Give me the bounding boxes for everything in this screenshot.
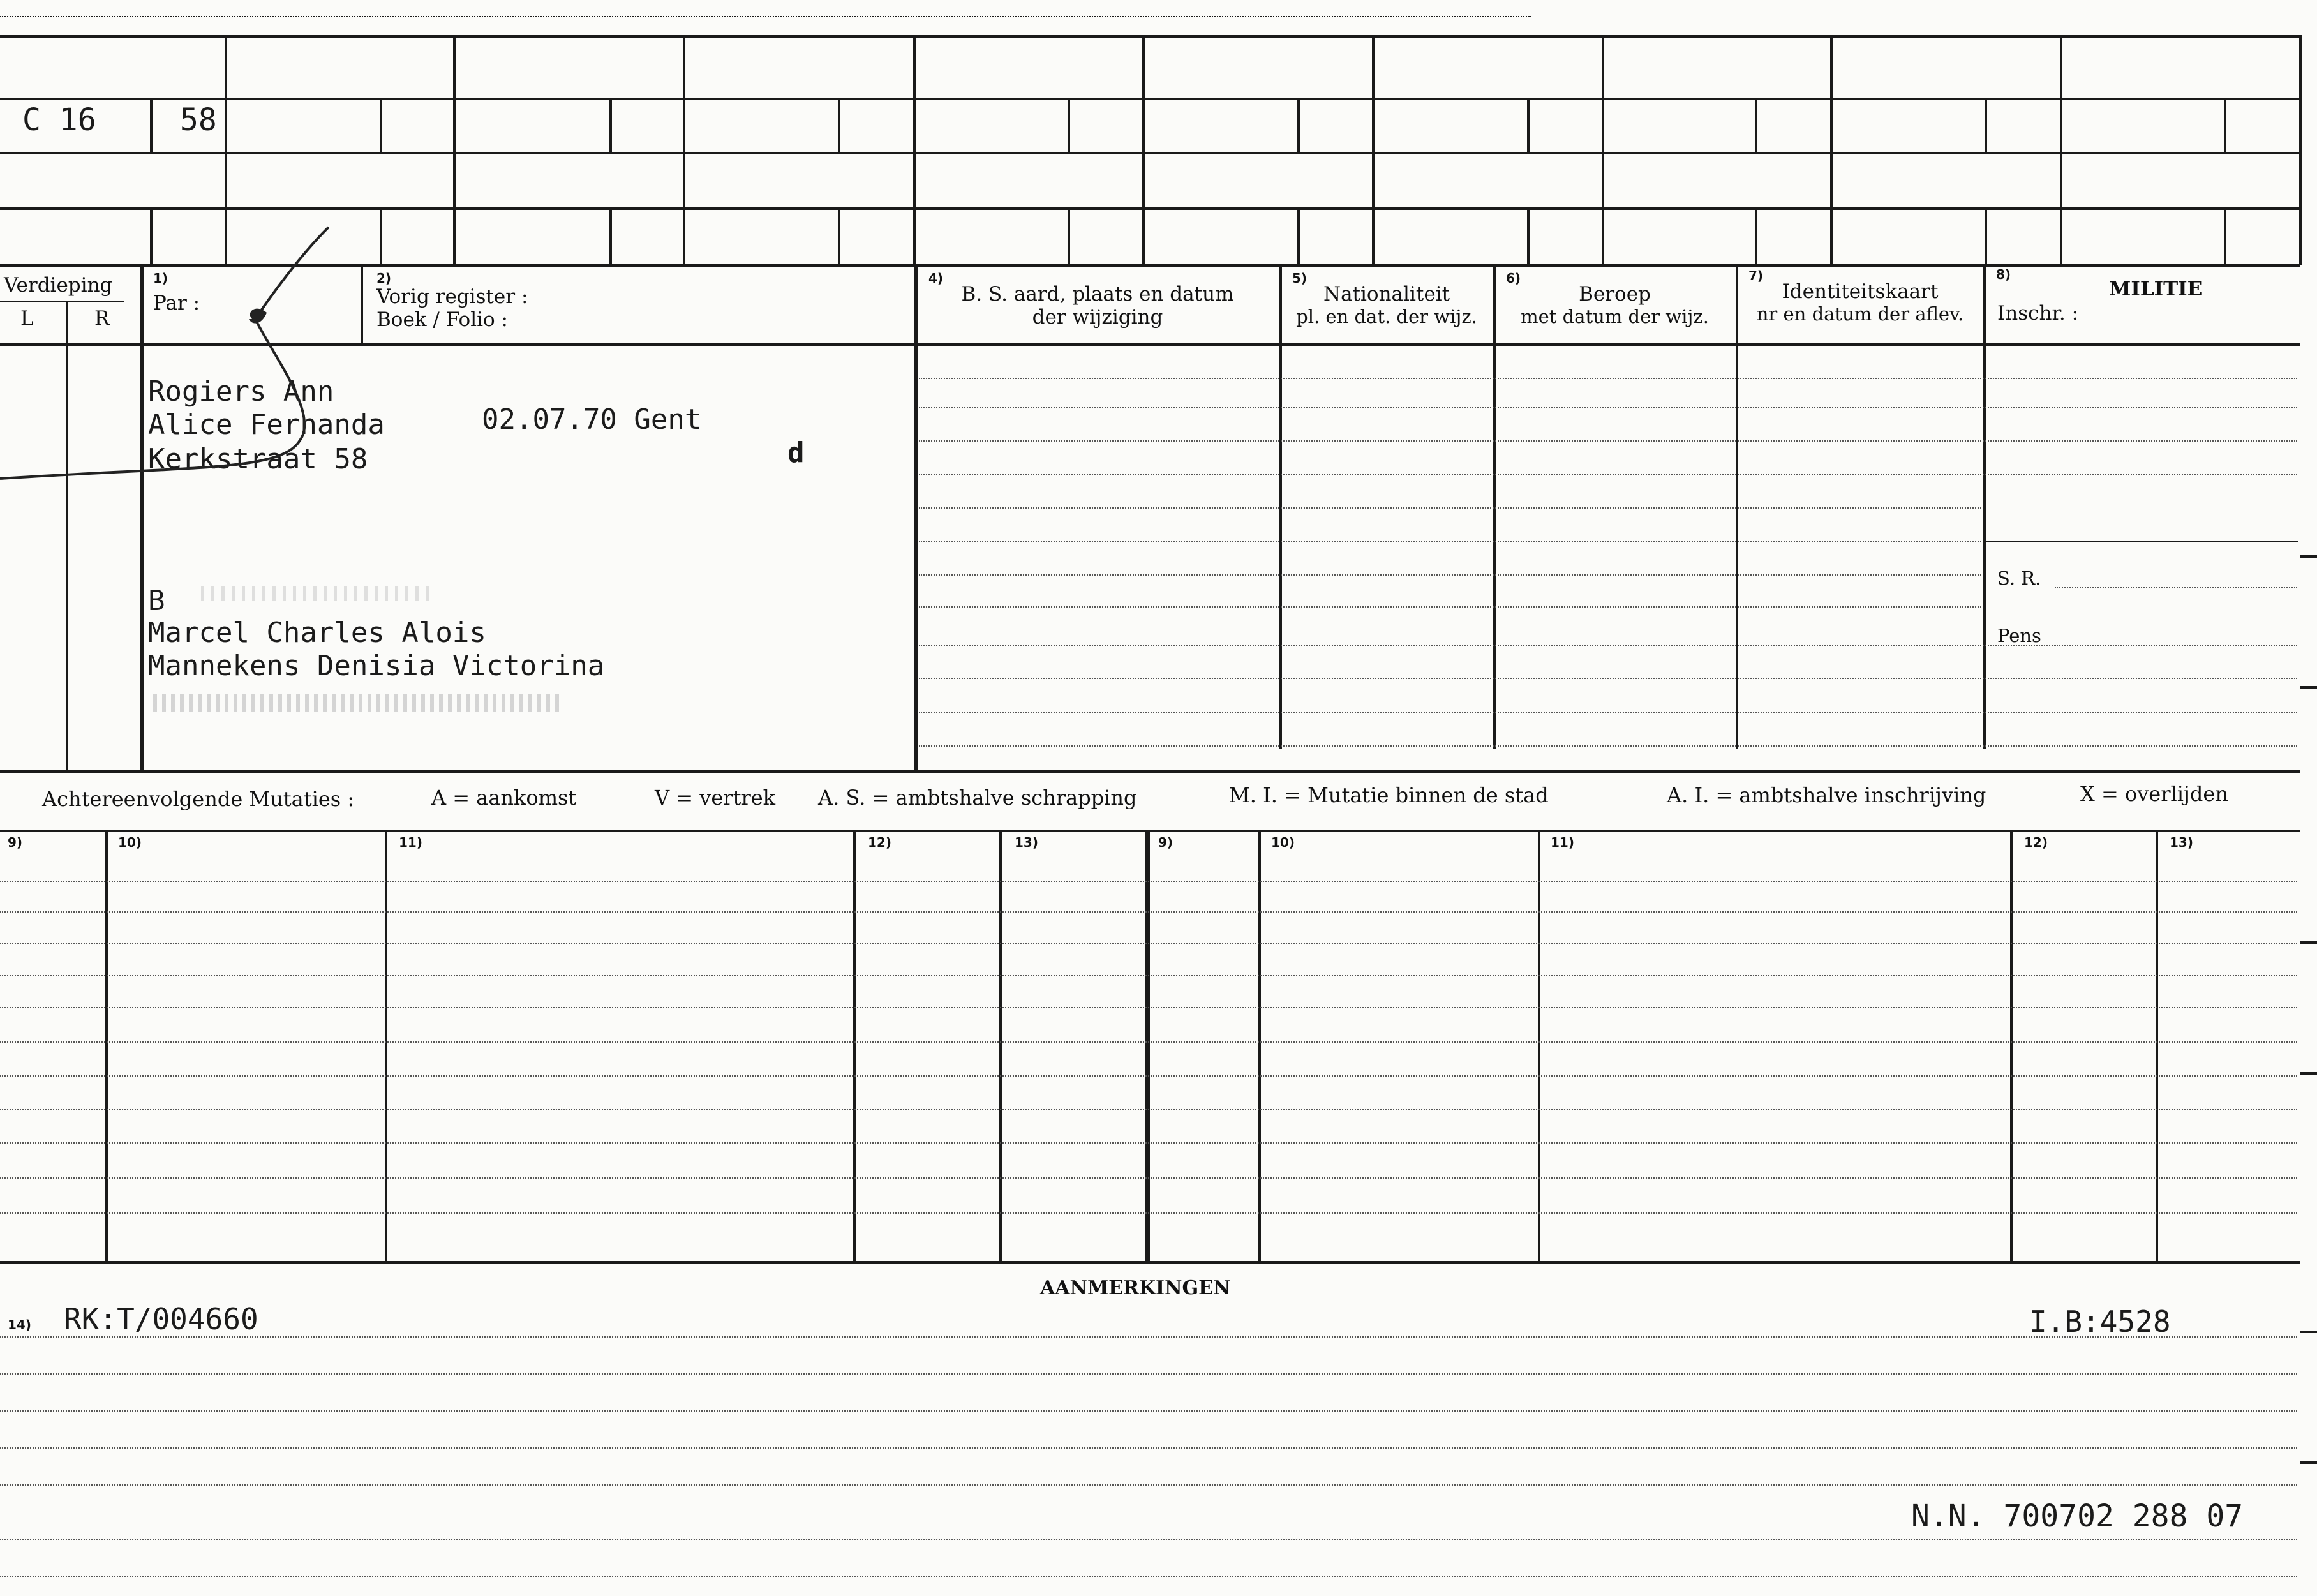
legend-a: A = aankomst xyxy=(431,786,577,810)
mutation-line xyxy=(0,1212,2297,1214)
col-line-id xyxy=(1736,264,1738,749)
writing-line xyxy=(919,745,2297,747)
top-edge xyxy=(0,16,1531,17)
col-line-militie xyxy=(1983,264,1986,749)
remarks-line xyxy=(0,1447,2297,1449)
col-line-nat xyxy=(1279,264,1282,749)
sr-label: S. R. xyxy=(1997,567,2041,589)
mutation-col-line xyxy=(105,830,108,1261)
grid-tick xyxy=(2224,207,2226,264)
grid-col-line xyxy=(2299,35,2302,265)
edge-tick xyxy=(2300,1461,2317,1464)
mutation-col-11b: 11) xyxy=(1551,835,1574,850)
legend-v: V = vertrek xyxy=(655,786,776,810)
mutation-col-line xyxy=(853,830,856,1261)
col-l-label: L xyxy=(20,307,34,330)
mutation-col-line xyxy=(1538,830,1540,1261)
mutation-col-10b: 10) xyxy=(1271,835,1295,850)
verdieping-label: Verdieping xyxy=(4,274,113,297)
remarks-line xyxy=(0,1484,2297,1486)
grid-tick xyxy=(609,207,612,264)
mutation-col-9: 9) xyxy=(8,835,23,850)
legend-title: Achtereenvolgende Mutaties : xyxy=(42,787,355,811)
handwritten-stroke-icon xyxy=(0,217,396,498)
partner-prefix: B xyxy=(148,585,165,617)
faded-text xyxy=(153,694,562,712)
grid-col-line xyxy=(453,35,456,265)
col-line-bs xyxy=(914,264,918,770)
footnote-14: 14) xyxy=(8,1317,31,1332)
mutation-col-line xyxy=(2010,830,2013,1261)
ib-reference: I.B:4528 xyxy=(2029,1304,2171,1339)
edge-tick xyxy=(2300,941,2317,944)
sr-line xyxy=(2055,587,2297,588)
grid-tick xyxy=(838,98,840,152)
militie-divider xyxy=(1986,541,2298,542)
bs-header-1: B. S. aard, plaats en datum xyxy=(961,283,1234,306)
mutation-line xyxy=(0,911,2297,913)
bs-header-2: der wijziging xyxy=(1032,306,1163,329)
boek-folio-label: Boek / Folio : xyxy=(376,308,508,331)
grid-col-line xyxy=(1372,35,1375,265)
remarks-line xyxy=(0,1373,2297,1375)
grid-tick xyxy=(2224,98,2226,152)
birth-date-place: 02.07.70 Gent xyxy=(482,403,702,436)
col-line-beroep xyxy=(1493,264,1496,749)
col-r-label: R xyxy=(94,307,110,330)
father-names: Marcel Charles Alois xyxy=(148,616,486,649)
legend-x: X = overlijden xyxy=(2080,782,2228,806)
writing-line xyxy=(919,541,1981,542)
pens-label: Pens xyxy=(1997,625,2041,646)
legend-mi: M. I. = Mutatie binnen de stad xyxy=(1229,783,1549,807)
grid-tick xyxy=(1527,207,1530,264)
remarks-line xyxy=(0,1410,2297,1412)
writing-line xyxy=(919,507,1981,509)
writing-line xyxy=(919,606,1981,608)
mutation-col-12b: 12) xyxy=(2024,835,2048,850)
mutation-line xyxy=(0,1041,2297,1043)
record-code: C 16 xyxy=(22,102,96,138)
remarks-line xyxy=(0,1336,2297,1338)
grid-tick xyxy=(1985,207,1987,264)
grid-row-line xyxy=(0,207,2300,210)
mutation-line xyxy=(0,943,2297,944)
nat-header-2: pl. en dat. der wijz. xyxy=(1296,306,1477,327)
mutation-top-line xyxy=(0,830,2300,832)
beroep-header-1: Beroep xyxy=(1579,283,1651,306)
top-border xyxy=(0,35,2300,38)
mutation-line xyxy=(0,881,2297,882)
edge-tick xyxy=(2300,1331,2317,1333)
footnote-5: 5) xyxy=(1292,271,1308,286)
grid-col-line xyxy=(913,35,916,265)
mutation-col-13: 13) xyxy=(1015,835,1038,850)
writing-line xyxy=(919,678,2297,679)
edge-tick xyxy=(2300,1072,2317,1075)
mutation-line xyxy=(0,1177,2297,1179)
legend-as: A. S. = ambtshalve schrapping xyxy=(818,786,1137,810)
rk-reference: RK:T/004660 xyxy=(64,1302,258,1336)
grid-tick xyxy=(1755,207,1757,264)
person-name: Rogiers Ann xyxy=(148,375,334,408)
record-number: 58 xyxy=(180,102,217,138)
mutation-line xyxy=(0,1109,2297,1110)
mutation-col-line xyxy=(2156,830,2158,1261)
edge-tick xyxy=(2300,686,2317,689)
inschr-label: Inschr. : xyxy=(1997,302,2079,325)
grid-col-line xyxy=(683,35,685,265)
footnote-6: 6) xyxy=(1506,271,1521,286)
vorig-register-label: Vorig register : xyxy=(376,285,528,308)
remarks-line xyxy=(0,1539,2297,1540)
mutation-line xyxy=(0,1007,2297,1008)
footnote-4: 4) xyxy=(928,271,944,286)
grid-col-line xyxy=(2060,35,2062,265)
id-header-2: nr en datum der aflev. xyxy=(1756,303,1964,325)
footnote-8: 8) xyxy=(1996,267,2011,282)
record-bottom-line xyxy=(0,770,2300,773)
writing-line xyxy=(919,474,2297,475)
mutation-center-line xyxy=(1145,830,1150,1261)
grid-tick xyxy=(150,98,153,152)
pens-line xyxy=(2055,645,2297,646)
legend-ai: A. I. = ambtshalve inschrijving xyxy=(1667,783,1986,807)
writing-line xyxy=(919,440,2297,442)
par-label: Par : xyxy=(153,292,200,315)
mutation-col-11: 11) xyxy=(399,835,422,850)
mutation-col-line xyxy=(999,830,1002,1261)
beroep-header-2: met datum der wijz. xyxy=(1521,306,1709,327)
remarks-line xyxy=(0,1576,2297,1577)
remarks-title: AANMERKINGEN xyxy=(1040,1277,1231,1299)
grid-tick xyxy=(1068,98,1070,152)
footnote-1: 1) xyxy=(153,271,168,286)
writing-line xyxy=(919,407,2297,408)
grid-tick xyxy=(380,98,382,152)
address: Kerkstraat 58 xyxy=(148,443,368,475)
grid-tick xyxy=(609,98,612,152)
mutation-col-line xyxy=(385,830,387,1261)
mutation-line xyxy=(0,975,2297,976)
mother-names: Mannekens Denisia Victorina xyxy=(148,650,605,682)
footnote-2: 2) xyxy=(376,271,392,286)
grid-col-line xyxy=(1142,35,1145,265)
grid-row-line xyxy=(0,152,2300,154)
grid-col-line xyxy=(1830,35,1833,265)
mutation-col-line xyxy=(1258,830,1261,1261)
national-number: N.N. 700702 288 07 xyxy=(1911,1498,2244,1534)
mutation-col-13b: 13) xyxy=(2170,835,2193,850)
faded-text xyxy=(201,586,431,601)
edge-tick xyxy=(2300,555,2317,558)
status-mark: d xyxy=(787,436,805,469)
mutation-col-10: 10) xyxy=(118,835,142,850)
grid-tick xyxy=(1755,98,1757,152)
grid-col-line xyxy=(1602,35,1604,265)
mutation-line xyxy=(0,1075,2297,1077)
grid-row-line xyxy=(0,98,2300,100)
footnote-7: 7) xyxy=(1748,268,1764,283)
writing-line xyxy=(919,574,1981,576)
mutation-line xyxy=(0,1142,2297,1144)
mutation-col-9b: 9) xyxy=(1158,835,1173,850)
grid-tick xyxy=(838,207,840,264)
given-names: Alice Fernanda xyxy=(148,408,385,441)
grid-tick xyxy=(1297,207,1300,264)
writing-line xyxy=(919,378,2297,379)
nat-header-1: Nationaliteit xyxy=(1323,283,1450,306)
writing-line xyxy=(919,712,2297,713)
grid-tick xyxy=(1527,98,1530,152)
mutation-col-12: 12) xyxy=(868,835,891,850)
mutation-bottom-line xyxy=(0,1261,2300,1264)
militie-header: MILITIE xyxy=(2109,278,2203,301)
grid-tick xyxy=(1985,98,1987,152)
grid-tick xyxy=(1297,98,1300,152)
id-header-1: Identiteitskaart xyxy=(1782,280,1939,303)
grid-tick xyxy=(1068,207,1070,264)
